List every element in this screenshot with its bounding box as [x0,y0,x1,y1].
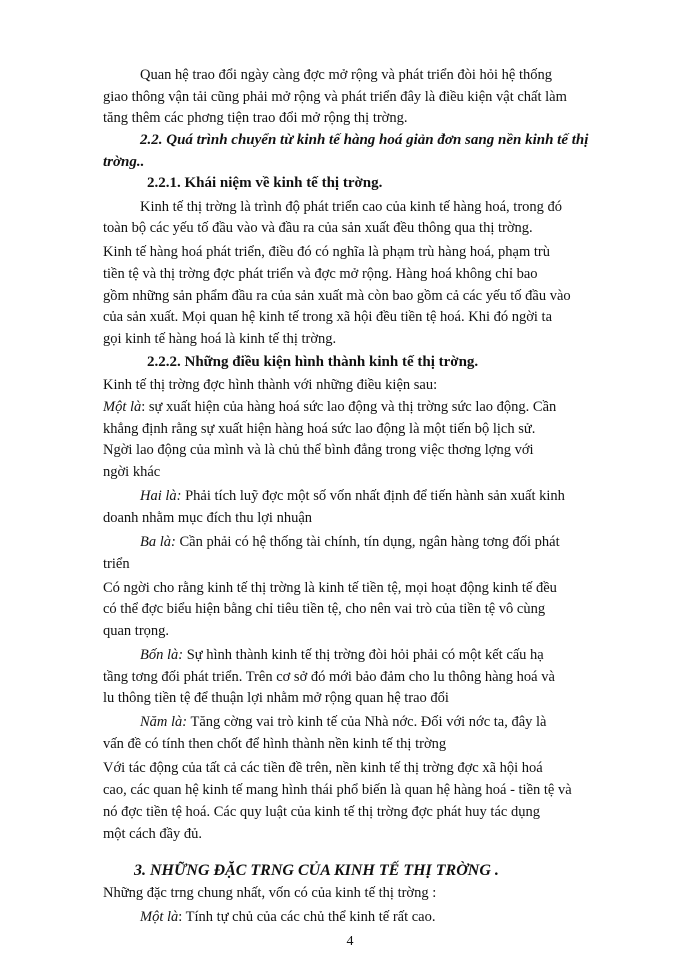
paragraph-line: Những đặc trng chung nhất, vốn có của kinh tế thị trờng : [103,885,437,901]
paragraph-line: một cách đầy đủ. [103,826,203,842]
paragraph-line [103,398,556,416]
paragraph-text: : sự xuất hiện của hàng hoá sức lao động và thị trờng sức lao động. Cần [141,399,557,415]
paragraph-line [140,713,547,731]
paragraph-line: vấn đề có tính then chốt để hình thành nền kinh tế thị trờng [103,736,447,752]
paragraph-line [140,908,435,926]
paragraph-line: cao, các quan hệ kinh tế mang hình thái phổ biến là quan hệ hàng hoá - tiền tệ và [103,782,572,798]
paragraph-line: tầng tơng đối phát triển. Trên cơ sở đó mới bảo đảm cho lu thông hàng hoá và [103,669,555,685]
section-heading: 2.2. Quá trình chuyển từ kinh tế hàng hoá giản đơn sang nền kinh tế thị [140,132,589,148]
paragraph-line: giao thông vận tải cũng phải mở rộng và phát triển đây là điều kiện vật chất làm [103,89,567,105]
subsection-heading: 2.2.1. Khái niệm về kinh tế thị trờng. [147,175,383,191]
paragraph-line [140,533,560,551]
paragraph-line: gồm những sản phẩm đầu ra của sản xuất mà còn bao gồm cả các yếu tố đầu vào [103,288,571,304]
paragraph-text: : Tính tự chủ của các chủ thể kinh tế rất cao. [178,909,436,925]
enumeration-label: Một là [140,909,179,925]
page-number: 4 [346,934,354,949]
paragraph-line: Có ngời cho rằng kinh tế thị trờng là kinh tế tiền tệ, mọi hoạt động kinh tế đều [103,580,557,596]
paragraph-line: doanh nhằm mục đích thu lợi nhuận [103,510,313,526]
paragraph-line: Kinh tế hàng hoá phát triển, điều đó có nghĩa là phạm trù hàng hoá, phạm trù [103,244,550,260]
paragraph-line: tăng thêm các phơng tiện trao đổi mở rộng thị trờng. [103,110,408,126]
paragraph-line: Kinh tế thị trờng đợc hình thành với những điều kiện sau: [103,377,438,393]
paragraph-line: toàn bộ các yếu tố đầu vào và đầu ra của sản xuất đều thông qua thị trờng. [103,220,533,236]
paragraph-line: Với tác động của tất cả các tiền đề trên, nền kinh tế thị trờng đợc xã hội hoá [103,760,543,776]
paragraph-line: khẳng định rằng sự xuất hiện hàng hoá sức lao động là một tiến bộ lịch sử. [103,421,536,437]
enumeration-label: Ba là: [140,534,176,550]
enumeration-label: Một là [103,399,142,415]
paragraph-line: Kinh tế thị trờng là trình độ phát triển cao của kinh tế hàng hoá, trong đó [140,199,563,215]
paragraph-line: Quan hệ trao đổi ngày càng đợc mở rộng và phát triển đòi hỏi hệ thống [140,67,552,83]
paragraph-line: gọi kinh tế hàng hoá là kinh tế thị trờng. [103,331,337,347]
paragraph-line: nó đợc tiền tệ hoá. Các quy luật của kinh tế thị trờng đợc phát huy tác dụng [103,804,540,820]
paragraph-line: của sản xuất. Mọi quan hệ kinh tế trong xã hội đều tiền tệ hoá. Khi đó ngời ta [103,309,553,325]
chapter-heading: 3. NHỮNG ĐẶC TRNG CỦA KINH TẾ THỊ TRỜNG . [134,862,499,879]
paragraph-line [140,646,544,664]
section-heading: trờng.. [103,154,145,170]
paragraph-line: triển [103,556,130,572]
enumeration-label: Bốn là: [140,647,184,663]
subsection-heading: 2.2.2. Những điều kiện hình thành kinh tế thị trờng. [147,354,479,370]
paragraph-text: Sự hình thành kinh tế thị trờng đòi hỏi phải có một kết cấu hạ [183,647,544,663]
paragraph-line: ngời khác [103,464,161,480]
paragraph-line [140,487,565,505]
paragraph-text: Cần phải có hệ thống tài chính, tín dụng, ngân hàng tơng đối phát [175,534,560,550]
paragraph-line: có thể đợc biểu hiện bằng chỉ tiêu tiền tệ, cho nên vai trò của tiền tệ vô cùng [103,601,546,617]
enumeration-label: Năm là: [140,714,188,730]
paragraph-line: Ngời lao động của mình và là chủ thể bình đẳng trong việc thơng lợng với [103,442,534,458]
paragraph-line: lu thông tiền tệ để thuận lợi nhằm mở rộng quan hệ trao đổi [103,690,449,706]
paragraph-line: tiền tệ và thị trờng đợc phát triển và đợc mở rộng. Hàng hoá không chỉ bao [103,266,538,282]
paragraph-line: quan trọng. [103,623,170,639]
paragraph-text: Phải tích luỹ đợc một số vốn nhất định để tiến hành sản xuất kinh [181,488,565,504]
enumeration-label: Hai là: [140,488,182,504]
paragraph-text: Tăng cờng vai trò kinh tế của Nhà nớc. Đối với nớc ta, đây là [187,714,547,730]
